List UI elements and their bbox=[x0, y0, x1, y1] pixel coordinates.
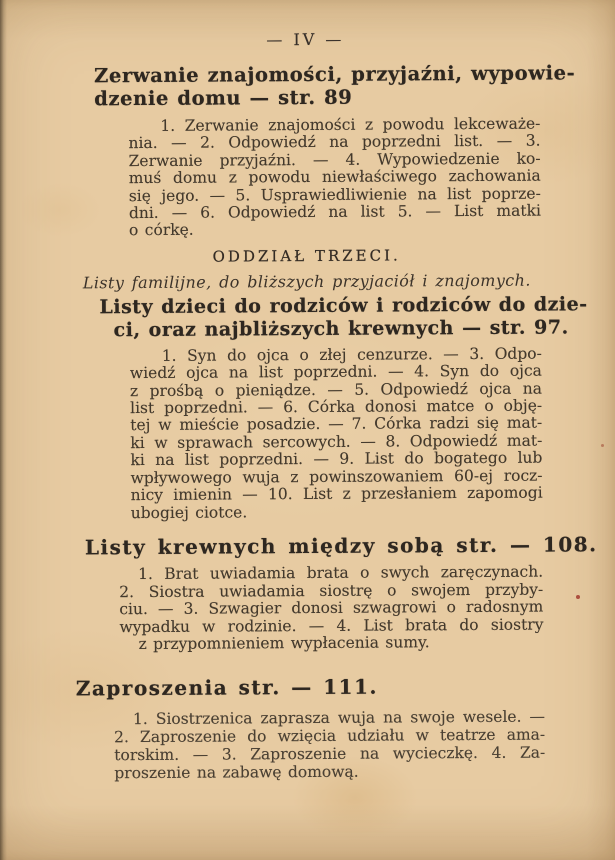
body-line: 2. Zaproszenie do wzięcia udziału w teatrze ama- bbox=[114, 725, 546, 747]
heading-line: Zaproszenia str. — 111. bbox=[75, 674, 379, 701]
body-line: o córkę. bbox=[128, 221, 194, 240]
body-line: wypadku w rodzinie. — 4. List brata do siostry bbox=[119, 615, 544, 636]
body-line: wiedź ojca na list poprzedni. — 4. Syn do ojca bbox=[129, 361, 542, 383]
body-line: z przypomnieniem wypłacenia sumy. bbox=[138, 633, 430, 654]
body-line: z prośbą o pieniądze. — 5. Odpowiedź ojca na bbox=[129, 379, 543, 400]
body-line: nicy imienin — 10. List z przesłaniem zapomogi bbox=[130, 483, 543, 505]
heading-line: Zerwanie znajomości, przyjaźni, wypowie- bbox=[94, 61, 576, 88]
section-heading-listy-krewnych bbox=[85, 531, 615, 560]
heading-line: ci, oraz najbliższych krewnych — str. 97. bbox=[113, 316, 569, 342]
body-line: ki na list poprzedni. — 9. List do bogatego lub bbox=[130, 448, 543, 470]
body-line: nia. — 2. Odpowiedź na poprzedni list. — 3. bbox=[128, 131, 541, 153]
part-subtitle: Listy familijne, do bliższych przyjaciół i znajomych. bbox=[82, 270, 531, 293]
body-line: ciu. — 3. Szwagier donosi szwagrowi o radosnym bbox=[119, 597, 544, 619]
body-line: ki w sprawach sercowych. — 8. Odpowiedź mat- bbox=[130, 431, 543, 452]
body-line: muś domu z powodu niewłaściwego zachowania bbox=[128, 166, 541, 188]
body-line: ubogiej ciotce. bbox=[130, 502, 248, 522]
body-line: dni. — 6. Odpowiedź na list 5. — List matki bbox=[128, 201, 541, 223]
body-line: się jego. — 5. Usprawiedliwienie na list poprze- bbox=[128, 184, 541, 205]
body-line: 1. Brat uwiadamia brata o swych zaręczynach. bbox=[138, 562, 544, 583]
body-line: torskim. — 3. Zaproszenie na wycieczkę. 4. Za- bbox=[114, 743, 546, 765]
section-body-zerwanie bbox=[128, 116, 541, 240]
body-line: proszenie na zabawę domową. bbox=[114, 762, 359, 783]
section-heading-listy-dzieci bbox=[99, 293, 614, 342]
section-heading-zerwanie bbox=[94, 61, 613, 110]
page-number: — IV — bbox=[266, 29, 345, 50]
heading-line: dzenie domu — str. 89 bbox=[94, 85, 353, 111]
part-heading: ODDZIAŁ TRZECI. bbox=[212, 246, 401, 266]
body-line: 1. Syn do ojca o złej cenzurze. — 3. Odpo- bbox=[161, 344, 542, 365]
section-body-zaproszenia bbox=[114, 707, 545, 782]
body-line: Zerwanie przyjaźni. — 4. Wypowiedzenie ko- bbox=[128, 149, 541, 170]
section-body-listy-krewnych bbox=[119, 563, 544, 654]
body-line: list poprzedni. — 6. Córka donosi matce o obję- bbox=[130, 396, 543, 418]
body-line: wpływowego wuja z powinszowaniem 60-ej rocz- bbox=[130, 466, 543, 487]
body-line: tej w mieście posadzie. — 7. Córka radzi się mat- bbox=[130, 414, 543, 435]
heading-line: Listy krewnych między sobą str. — 108. bbox=[84, 532, 598, 560]
section-body-listy-dzieci bbox=[130, 345, 543, 522]
heading-line: Listy dzieci do rodziców i rodziców do dzie- bbox=[99, 293, 588, 319]
section-heading-zaproszenia bbox=[76, 673, 615, 700]
body-line: 1. Siostrzenica zaprasza wuja na swoje wesele. — bbox=[132, 707, 546, 728]
body-line: 2. Siostra uwiadamia siostrę o swojem przyby- bbox=[119, 580, 544, 601]
body-line: 1. Zerwanie znajomości z powodu lekceważe- bbox=[160, 114, 541, 135]
